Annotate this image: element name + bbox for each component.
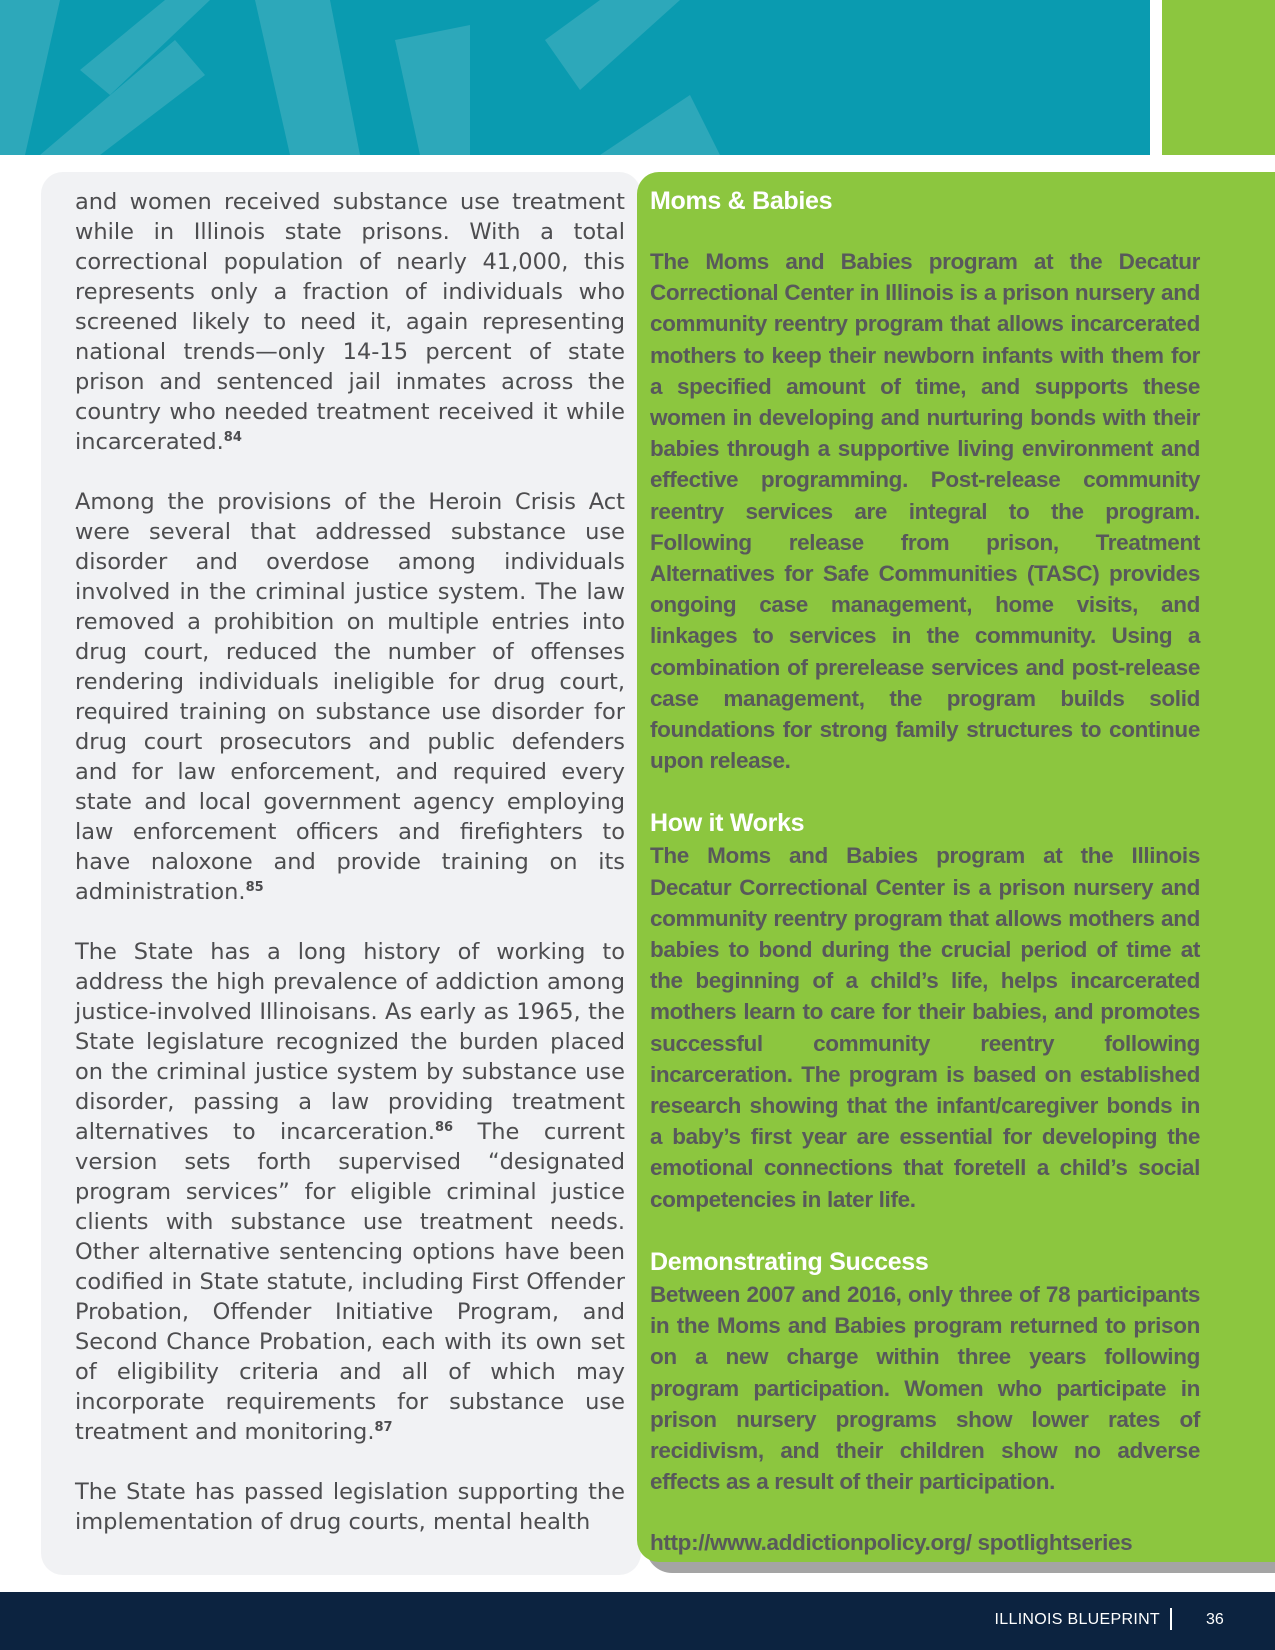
- paragraph-text: The State has passed legislation supporting the implementation of drug courts, mental health: [75, 1479, 625, 1535]
- success-heading: Demonstrating Success: [650, 1247, 929, 1276]
- sidebar-title: Moms & Babies: [650, 187, 833, 215]
- footer-divider: [1170, 1608, 1172, 1630]
- paragraph: [75, 937, 625, 1447]
- spacer: [650, 776, 1200, 806]
- footnote-ref: 84: [223, 430, 242, 445]
- main-text-column: [75, 187, 625, 1567]
- paragraph-text: The State has a long history of working to address the high prevalence of addiction among justice-involved Illinoisans. As early as 1965, the State legislature recognized the burden placed on the criminal justice system by substance use disorder, passing a law providing treatment alternatives to incarceration.: [75, 939, 625, 1145]
- sidebar-content: [650, 184, 1200, 1559]
- paragraph: [75, 1477, 625, 1537]
- paragraph: [75, 487, 625, 907]
- footnote-ref: 85: [245, 880, 264, 895]
- footnote-ref: 87: [374, 1420, 393, 1435]
- spacer: [650, 218, 1200, 246]
- banner-pattern: [0, 0, 1150, 155]
- spacer: [650, 1215, 1200, 1245]
- header-banner: [0, 0, 1150, 155]
- header-accent-block: [1162, 0, 1275, 155]
- footer-bar: [0, 1592, 1275, 1650]
- paragraph: [75, 187, 625, 457]
- spacer: [650, 1497, 1200, 1527]
- footnote-ref: 86: [434, 1120, 454, 1135]
- how-it-works-heading: How it Works: [650, 809, 805, 838]
- publication-title: ILLINOIS BLUEPRINT: [994, 1611, 1160, 1628]
- sidebar-intro: The Moms and Babies program at the Decatur Correctional Center in Illinois is a prison nursery and community reentry program that allows incarcerated mothers to keep their newborn infants with them for a specified amount of time, and supports these women in developing and nurturing bonds with their babies through a supportive living environment and effective programming. Post-release community reentry services are integral to the program. Following release from prison, Treatment Alternatives for Safe Communities (TASC) provides ongoing case management, home visits, and linkages to services in the community. Using a combination of prerelease services and post-release case management, the program builds solid foundations for strong family structures to continue upon release.: [650, 249, 1200, 774]
- spotlight-link[interactable]: http://www.addictionpolicy.org/ spotlightseries: [650, 1530, 1133, 1556]
- paragraph-text: The current version sets forth supervised “designated program services” for eligible criminal justice clients with substance use treatment needs. Other alternative sentencing options have been codified in State statute, including First Offender Probation, Offender Initiative Program, and Second Chance Probation, each with its own set of eligibility criteria and all of which may incorporate requirements for substance use treatment and monitoring.: [75, 1119, 625, 1445]
- how-it-works-text: The Moms and Babies program at the Illinois Decatur Correctional Center is a prison nursery and community reentry program that allows mothers and babies to bond during the crucial period of time at the beginning of a child’s life, helps incarcerated mothers learn to care for their babies, and promotes successful community reentry following incarceration. The program is based on established research showing that the infant/caregiver bonds in a baby’s first year are essential for developing the emotional connections that foretell a child’s social competencies in later life.: [650, 843, 1200, 1212]
- paragraph-text: and women received substance use treatment while in Illinois state prisons. With a total correctional population of nearly 41,000, this represents only a fraction of individuals who screened likely to need it, again representing national trends—only 14-15 percent of state prison and sentenced jail inmates across the country who needed treatment received it while incarcerated.: [75, 189, 625, 455]
- page-number: 36: [1206, 1611, 1224, 1628]
- paragraph-text: Among the provisions of the Heroin Crisis Act were several that addressed substance use disorder and overdose among individuals involved in the criminal justice system. The law removed a prohibition on multiple entries into drug court, reduced the number of offenses rendering individuals ineligible for drug court, required training on substance use disorder for drug court prosecutors and public defenders and for law enforcement, and required every state and local government agency employing law enforcement officers and firefighters to have naloxone and provide training on its administration.: [75, 489, 625, 905]
- success-text: Between 2007 and 2016, only three of 78 participants in the Moms and Babies program returned to prison on a new charge within three years following program participation. Women who participate in prison nursery programs show lower rates of recidivism, and their children show no adverse effects as a result of their participation.: [650, 1281, 1200, 1495]
